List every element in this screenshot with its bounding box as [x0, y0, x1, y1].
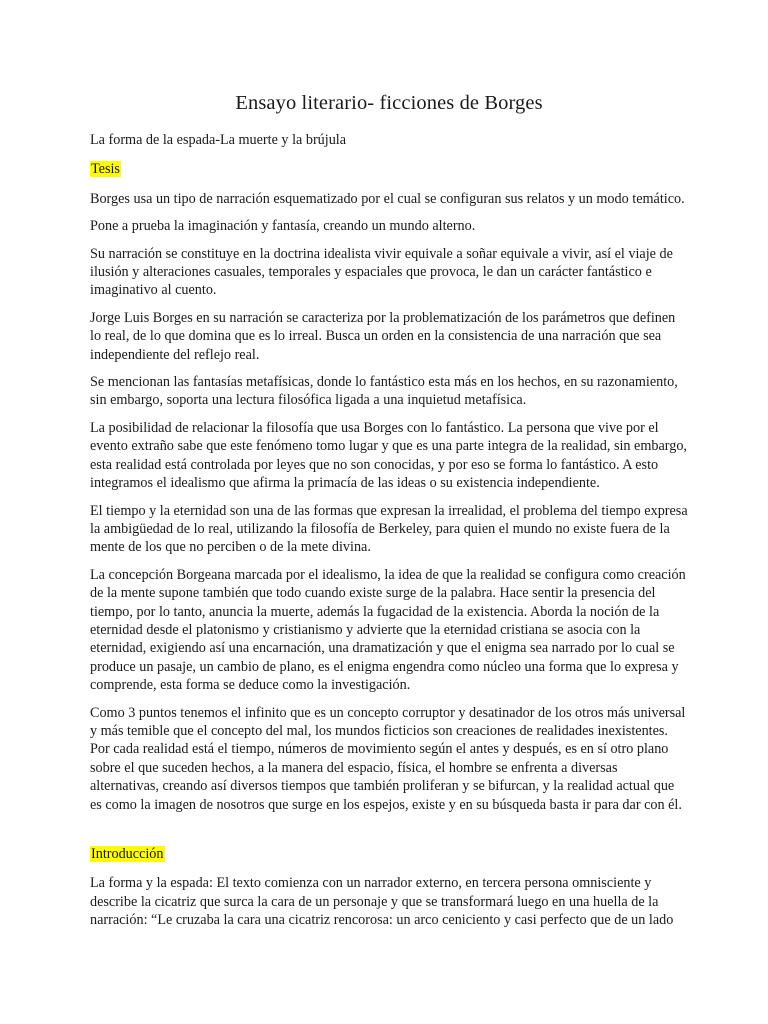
intro-paragraph: La forma y la espada: El texto comienza con un narrador externo, en tercera persona omnisciente y describe la cicatriz que surca la cara de un personaje y que se transformará luego en una huella de la narración: “Le cruzaba la cara una cicatriz rencorosa: un arco ceniciento y casi perfecto que de un lado: [90, 875, 674, 929]
paragraph: Borges usa un tipo de narración esquematizado por el cual se configuran sus relatos y un modo temático.: [90, 190, 685, 207]
document-title: Ensayo literario- ficciones de Borges: [235, 92, 543, 114]
section-spacer: [90, 823, 688, 845]
paragraph: Se mencionan las fantasías metafísicas, donde lo fantástico esta más en los hechos, en su razonamiento, sin embargo, soporta una lectura filosófica ligada a una inquietud metafísica.: [90, 374, 678, 409]
intro-heading-line: [90, 845, 688, 863]
paragraph: Como 3 puntos tenemos el infinito que es un concepto corruptor y desatinador de los otros más universal y más temible que el concepto del mal, los mundos ficticios son creaciones de realidades inexistentes. Por cada realidad está el tiempo, números de movimiento según el antes y después, es en sí otro plano sobre el que suceden hechos, a la manera del espacio, física, el hombre se enfrenta a diversas alternativas, creando así diversos tiempos que también proliferan y se bifurcan, y la realidad actual que es como la imagen de nosotros que surge en los espejos, existe y en su búsqueda basta ir para dar con él.: [90, 704, 686, 813]
tesis-heading: Tesis: [91, 161, 120, 178]
tesis-heading-line: [90, 160, 688, 178]
paragraph: Pone a prueba la imaginación y fantasía, creando un mundo alterno.: [90, 218, 476, 235]
document-subtitle: La forma de la espada-La muerte y la brújula: [90, 132, 347, 148]
intro-heading: Introducción: [91, 846, 164, 862]
paragraph: La posibilidad de relacionar la filosofía que usa Borges con lo fantástico. La persona que vive por el evento extraño sabe que este fenómeno tomo lugar y que es una parte integra de la realidad, sin embargo, esta realidad está controlada por leyes que no son conocidas, y por eso se forma lo fantástico. A esto integramos el idealismo que afirma la primacía de las ideas o su existencia independiente.: [90, 419, 687, 492]
paragraph: Jorge Luis Borges en su narración se caracteriza por la problematización de los parámetros que definen lo real, de lo que domina que es lo irreal. Busca un orden en la consistencia de una narración que sea independiente del reflejo real.: [90, 309, 676, 363]
paragraph: El tiempo y la eternidad son una de las formas que expresan la irrealidad, el problema del tiempo expresa la ambigüedad de lo real, utilizando la filosofía de Berkeley, para quien el mundo no existe fuera de la mente de los que no perciben o de la mete divina.: [90, 502, 688, 556]
paragraph: Su narración se constituye en la doctrina idealista vivir equivale a soñar equivale a vivir, así el viaje de ilusión y alteraciones casuales, temporales y espaciales que provoca, le dan un carácter fantástico e imaginativo al cuento.: [90, 245, 673, 299]
paragraph: La concepción Borgeana marcada por el idealismo, la idea de que la realidad se configura como creación de la mente supone también que todo cuando existe surge de la palabra. Hace sentir la presencia del tiempo, por lo tanto, anuncia la muerte, además la fugacidad de la existencia. Aborda la noción de la eternidad desde el platonismo y cristianismo y advierte que la eternidad cristiana se asocia con la eternidad, exigiendo así una encarnación, una dramatización y que el enigma sea narrado por lo cual se produce un pasaje, un cambio de plano, es el enigma engendra como núcleo una forma que lo expresa y comprende, esta forma se deduce como la investigación.: [90, 566, 686, 694]
